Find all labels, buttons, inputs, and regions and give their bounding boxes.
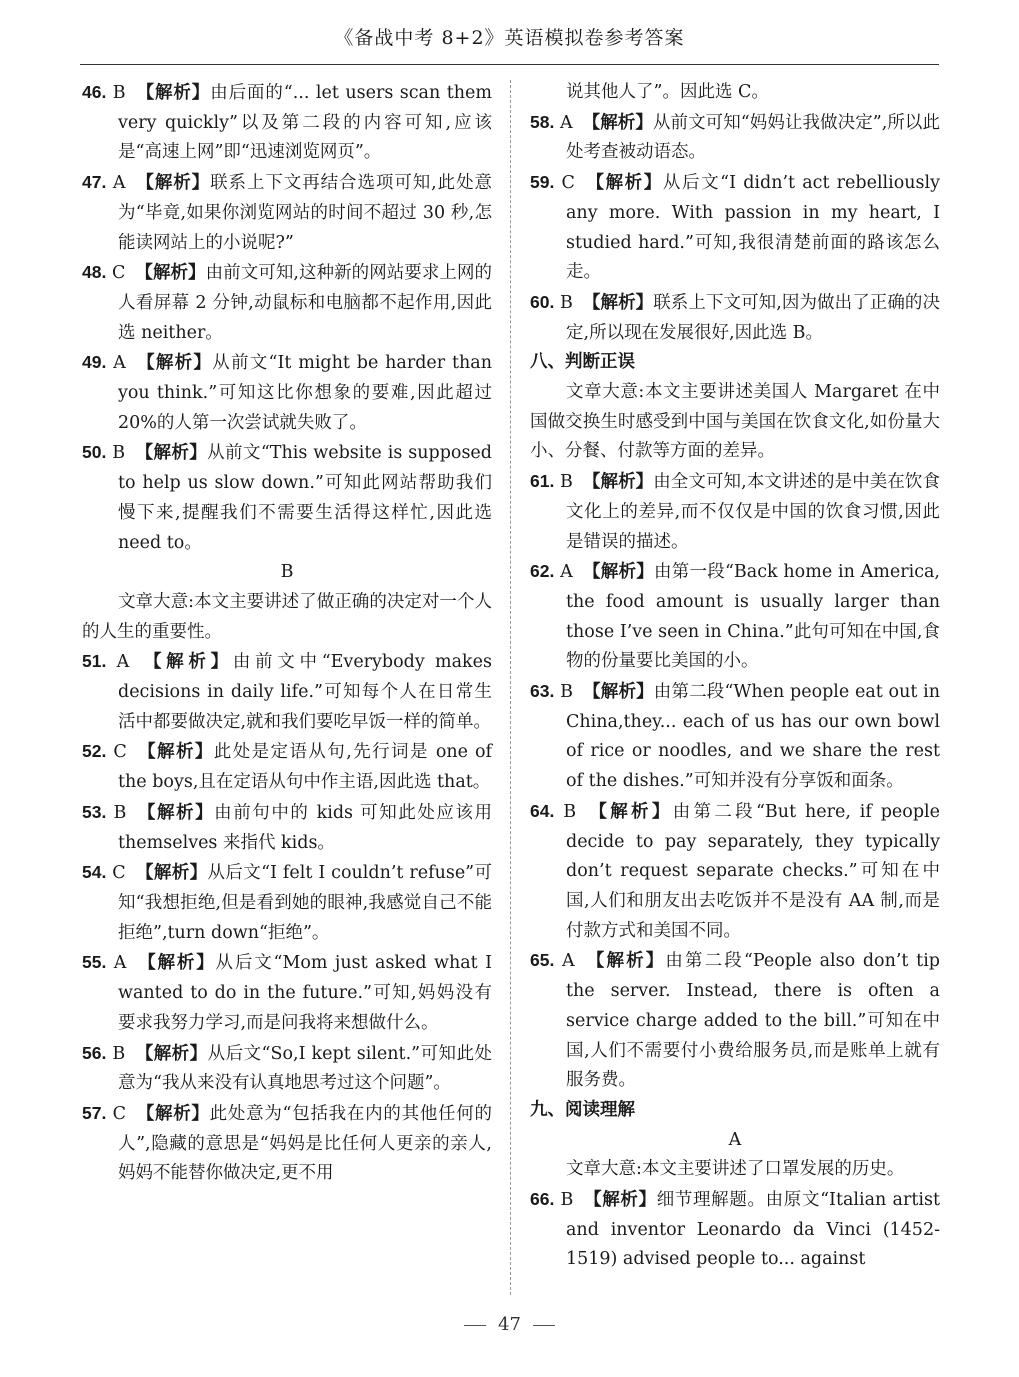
analysis-tag: 【解析】 (135, 353, 213, 374)
answer-item (82, 78, 492, 168)
analysis-text: 从后文“I felt I couldn’t refuse”可知“我想拒绝,但是看到她的眼神,我感觉自己不能拒绝”,turn down“拒绝”。 (118, 863, 492, 943)
question-number: 47. (82, 172, 107, 193)
question-number: 49. (82, 352, 107, 373)
answer-item (530, 797, 940, 947)
analysis-tag: 【解析】 (136, 802, 215, 823)
analysis-tag: 【解析】 (135, 443, 208, 464)
answer-item (82, 1039, 492, 1099)
analysis-tag: 【解析】 (135, 1043, 208, 1064)
analysis-tag: 【解析】 (584, 951, 666, 972)
answer-letter: B (112, 443, 126, 464)
page-footer (0, 1314, 1019, 1335)
answer-letter: A (562, 951, 575, 972)
analysis-tag: 【解析】 (136, 742, 214, 763)
answer-letter: A (113, 353, 126, 374)
question-number: 63. (530, 681, 555, 702)
section-9-summary: 文章大意:本文主要讲述了口罩发展的历史。 (566, 1159, 905, 1180)
answer-letter: A (113, 953, 127, 974)
answer-letter: B (113, 802, 127, 823)
answer-item (530, 288, 940, 348)
analysis-text: 从前文可知“妈妈让我做决定”,所以此处考查被动语态。 (566, 112, 940, 163)
analysis-tag: 【解析】 (586, 801, 673, 822)
question-number: 48. (82, 262, 107, 283)
question-number: 46. (82, 82, 107, 102)
question-number: 64. (530, 800, 555, 821)
analysis-text: 由第二段“But here, if people decide to pay separately, they typically don’t request separate checks.”可知在中国,人们和朋友出去吃饭并不是没有 AA 制,而是付款方式和美国不同。 (566, 801, 940, 941)
section-b-summary: 文章大意:本文主要讲述了做正确的决定对一个人的人生的重要性。 (82, 591, 492, 642)
answer-letter: C (112, 1103, 127, 1124)
answer-letter: B (559, 472, 573, 493)
question-number: 62. (530, 561, 555, 582)
section-9-letter: A (728, 1129, 742, 1150)
answer-letter: B (560, 682, 573, 703)
analysis-text: 由第一段“Back home in America, the food amount is usually larger than those I’ve seen in China.”此句可知在中国,食物的份量要比美国的小。 (566, 562, 940, 672)
question-number: 53. (82, 801, 107, 822)
answer-letter: A (560, 562, 573, 583)
analysis-tag: 【解析】 (582, 682, 654, 703)
analysis-tag: 【解析】 (582, 292, 654, 313)
analysis-text: 细节理解题。由原文“Italian artist and inventor Leonardo da Vinci (1452-1519) advised people to... against (566, 1190, 940, 1270)
answer-letter: A (116, 652, 130, 673)
answer-item (82, 348, 492, 438)
analysis-tag: 【解析】 (583, 1190, 657, 1211)
answer-list-d (530, 467, 940, 1096)
answer-item (530, 168, 940, 288)
page-header (80, 12, 939, 65)
analysis-tag: 【解析】 (135, 263, 206, 284)
answer-item (530, 557, 940, 677)
answer-list-e (530, 1185, 940, 1275)
answer-letter: B (560, 1190, 574, 1211)
analysis-text: 从前文“This website is supposed to help us slow down.”可知此网站帮助我们慢下来,提醒我们不需要生活得这样忙,因此选 need to。 (118, 443, 492, 553)
answer-item (82, 798, 492, 858)
answer-item (82, 948, 492, 1038)
analysis-text: 由后面的“... let users scan them very quickly”以及第二段的内容可知,应该是“高速上网”即“迅速浏览网页”。 (118, 83, 492, 163)
section-b-letter: B (280, 562, 294, 583)
answer-item (82, 647, 492, 737)
answer-letter: C (112, 863, 126, 884)
answer-item (530, 946, 940, 1096)
section-9-title: 九、阅读理解 (530, 1099, 635, 1120)
answer-item (82, 438, 492, 558)
answer-item (530, 677, 940, 797)
question-number: 65. (530, 950, 555, 971)
question-number: 61. (530, 471, 555, 492)
question-number: 55. (82, 952, 107, 973)
answer-item (82, 858, 492, 948)
answer-letter: C (113, 742, 127, 763)
right-column (530, 78, 940, 1275)
header-title: 《备战中考 8+2》英语模拟卷参考答案 (334, 27, 685, 49)
analysis-text: 由前文中“Everybody makes decisions in daily life.”可知每个人在日常生活中都要做决定,就和我们要吃早饭一样的简单。 (118, 652, 492, 732)
analysis-text: 从后文“So,I kept silent.”可知此处意为“我从来没有认真地思考过这个问题”。 (118, 1043, 492, 1094)
answer-list-c (530, 108, 940, 349)
answer-letter: B (563, 801, 577, 822)
left-column (82, 78, 492, 1189)
question-number: 52. (82, 741, 107, 762)
question-number: 60. (530, 291, 555, 312)
analysis-text: 由第二段“People also don’t tip the server. Instead, there is often a service charge added to the bill.”可知在中国,人们不需要付小费给服务员,而是账单上就有服务费。 (566, 951, 940, 1091)
answer-letter: B (112, 1043, 126, 1064)
question-number: 58. (530, 111, 555, 132)
footer-dash-right (533, 1325, 555, 1326)
answer-letter: B (559, 292, 573, 313)
answer-item (82, 168, 492, 258)
answer-letter: A (112, 173, 126, 194)
analysis-tag: 【解析】 (584, 173, 663, 194)
analysis-text: 由第二段“When people eat out in China,they... each of us has our own bowl of rice or noodles, and we share the rest of the dishes.”可知并没有分享饭和面条。 (566, 682, 940, 792)
analysis-text: 从后文“Mom just asked what I wanted to do in the future.”可知,妈妈没有要求我努力学习,而是问我将来想做什么。 (118, 953, 492, 1033)
analysis-text: 此处是定语从句,先行词是 one of the boys,且在定语从句中作主语,因此选 that。 (118, 742, 492, 793)
column-divider (510, 80, 511, 1295)
question-number: 59. (530, 172, 555, 193)
analysis-text: 此处意为“包括我在内的其他任何的人”,隐藏的意思是“妈妈是比任何人更亲的亲人,妈妈不能替你做决定,更不用 (118, 1103, 492, 1184)
question-number: 56. (82, 1042, 107, 1063)
analysis-text: 联系上下文可知,因为做出了正确的决定,所以现在发展很好,因此选 B。 (566, 292, 941, 343)
answer-item (530, 108, 940, 168)
answer-item (82, 1099, 492, 1189)
analysis-tag: 【解析】 (582, 472, 654, 493)
analysis-tag: 【解析】 (135, 173, 211, 194)
answer-list-b (82, 647, 492, 1189)
question-number: 57. (82, 1102, 107, 1123)
answer-letter: B (112, 83, 126, 103)
answer-letter: C (561, 173, 575, 194)
answer-item (530, 1185, 940, 1275)
analysis-text: 从前文“It might be harder than you think.”可知这比你想象的要难,因此超过 20%的人第一次尝试就失败了。 (118, 353, 492, 433)
footer-dash-left (464, 1325, 486, 1326)
analysis-text: 由前文可知,这种新的网站要求上网的人看屏幕 2 分钟,动鼠标和电脑都不起作用,因此选 neither。 (118, 263, 493, 343)
answer-list-a (82, 78, 492, 558)
answer-item (82, 737, 492, 797)
answer-letter: A (559, 112, 573, 133)
question-number: 66. (530, 1189, 555, 1210)
analysis-tag: 【解析】 (582, 562, 654, 583)
answer-item (82, 258, 492, 348)
question-number: 51. (82, 651, 107, 672)
question-number: 54. (82, 862, 107, 883)
analysis-text: 联系上下文再结合选项可知,此处意为“毕竟,如果你浏览网站的时间不超过 30 秒,怎能读网站上的小说呢?” (118, 173, 493, 253)
analysis-tag: 【解析】 (136, 953, 216, 974)
question-number: 50. (82, 442, 107, 463)
analysis-tag: 【解析】 (139, 652, 233, 673)
section-8-title: 八、判断正误 (530, 352, 635, 373)
page-number: 47 (498, 1314, 521, 1335)
analysis-text: 由全文可知,本文讲述的是中美在饮食文化上的差异,而不仅仅是中国的饮食习惯,因此是错误的描述。 (566, 472, 941, 552)
analysis-tag: 【解析】 (136, 1103, 210, 1124)
continued-text: 说其他人了”。因此选 C。 (566, 82, 769, 102)
analysis-text: 从后文“I didn’t act rebelliously any more. With passion in my heart, I studied hard.”可知,我很清楚前面的路该怎么走。 (566, 173, 941, 283)
section-8-summary: 文章大意:本文主要讲述美国人 Margaret 在中国做交换生时感受到中国与美国在饮食文化,如份量大小、分餐、付款等方面的差异。 (530, 382, 940, 462)
analysis-tag: 【解析】 (135, 83, 211, 103)
analysis-tag: 【解析】 (582, 112, 653, 133)
answer-letter: C (111, 263, 126, 284)
answer-item (530, 467, 940, 557)
analysis-text: 由前句中的 kids 可知此处应该用 themselves 来指代 kids。 (118, 802, 493, 853)
analysis-tag: 【解析】 (135, 863, 208, 884)
